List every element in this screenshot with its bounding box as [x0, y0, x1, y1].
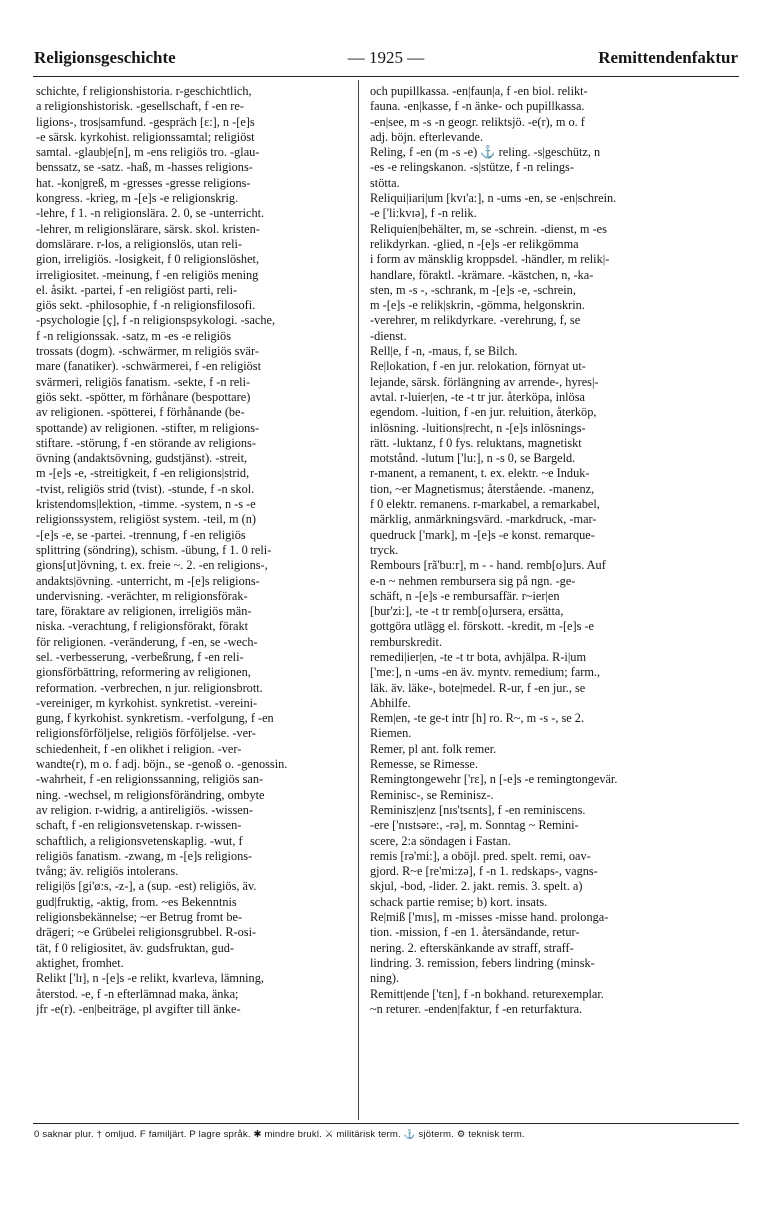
text-line: andakts|övning. -unterricht, m -[e]s religions-: [36, 573, 260, 588]
text-line: -es -e relingskanon. -s|stütze, f -n relings-: [370, 160, 574, 175]
text-line: Rembours [rã'bu:r], m - - hand. remb[o]urs. Auf: [370, 558, 606, 573]
text-line: -lehrer, m religionslärare, särsk. skol. kristen-: [36, 221, 260, 236]
text-line: Relikt ['lɪ], n -[e]s -e relikt, kvarleva, lämning,: [36, 971, 264, 986]
text-line: f 0 elektr. remanens. r-markabel, a remarkabel,: [370, 497, 600, 512]
text-line: -dienst.: [370, 328, 407, 343]
text-line: drägeri; ~e Grübelei religionsgrubbel. R-osi-: [36, 925, 257, 940]
text-line: återstod. -e, f -n efterlämnad maka, änka;: [36, 986, 239, 1001]
text-line: tion, ~er Magnetismus; återstående. -manenz,: [370, 481, 595, 496]
text-line: tät, f 0 religiositet, äv. gudsfruktan, gud-: [36, 940, 234, 955]
text-line: övning (andaktsövning, gudstjänst). -streit,: [36, 451, 248, 466]
text-line: domslärare. r-los, a religionslös, utan reli-: [36, 236, 243, 251]
footer-rule: [33, 1123, 739, 1124]
text-line: Reliquien|behälter, m, se -schrein. -dienst, m -es: [370, 221, 607, 236]
text-line: ['me:], n -ums -en äv. myntv. remedium; farm.,: [370, 665, 601, 680]
text-line: religionsförföljelse, religiös förföljelse. -ver-: [36, 726, 256, 741]
text-line: remedi|ier|en, -te -t tr bota, avhjälpa. R-i|um: [370, 649, 587, 664]
text-line: lindring. 3. remission, febers lindring (minsk-: [370, 955, 595, 970]
text-line: -psychologie [ç], f -n religionspsykologi. -sache,: [36, 313, 276, 328]
left-column: [36, 84, 356, 1119]
text-line: rätt. -luktanz, f 0 fys. reluktans, magnetiskt: [370, 435, 582, 450]
text-line: irreligiositet. -meinung, f -en religiös mening: [36, 267, 259, 282]
text-line: tare, föraktare av religionen, irreligiös män-: [36, 604, 252, 619]
page-header: [34, 48, 738, 74]
text-line: egendom. -luition, f -en jur. reluition, återköp,: [370, 405, 597, 420]
text-line: samtal. -glaub|e[n], m -ens religiös tro. -glau-: [36, 145, 260, 160]
text-line: kristendoms|lektion, -timme. -system, n -s -e: [36, 497, 256, 512]
right-column: [370, 84, 690, 1119]
text-line: -vereiniger, m kyrkohist. synkretist. -vereini-: [36, 695, 258, 710]
text-line: sel. -verbesserung, -verbeßrung, f -en reli-: [36, 649, 244, 664]
text-line: stiftare. -störung, f -en störande av religions-: [36, 435, 256, 450]
text-line: niska. -verachtung, f religionsförakt, förakt: [36, 619, 249, 634]
text-line: gud|fruktig, -aktig, from. ~es Bekenntnis: [36, 894, 237, 909]
text-line: giös sekt. -spötter, m förhånare (bespottare): [36, 389, 251, 404]
text-line: r-manent, a remanent, t. ex. elektr. ~e Induk-: [370, 466, 590, 481]
header-rule: [33, 76, 739, 77]
text-line: giös sekt. -philosophie, f -n religionsfilosofi.: [36, 298, 256, 313]
text-line: wandte(r), m o. f adj. böjn., se -genoß o. -genossin.: [36, 757, 288, 772]
text-line: el. åsikt. -partei, f -en religiöst parti, reli-: [36, 282, 238, 297]
text-line: m -[e]s -e relik|skrin, -gömma, helgonskrin.: [370, 298, 585, 313]
header-left-catchword: Religionsgeschichte: [34, 48, 176, 67]
text-line: benssatz, se -satz. -haß, m -hasses religions-: [36, 160, 253, 175]
text-line: splittring (söndring), schism. -übung, f 1. 0 reli-: [36, 542, 272, 557]
text-line: ning. -wechsel, m religionsförändring, ombyte: [36, 787, 265, 802]
text-line: remburskredit.: [370, 634, 443, 649]
text-line: -en|see, m -s -n geogr. reliktsjö. -e(r), m o. f: [370, 114, 585, 129]
text-line: Remesse, se Rimesse.: [370, 757, 478, 772]
text-line: trossats (dogm). -schwärmer, m religiös svär-: [36, 344, 259, 359]
text-line: gottgöra utlägg el. förskott. -kredit, m -[e]s -e: [370, 619, 595, 634]
text-line: m -[e]s -e, -streitigkeit, f -en religions|strid,: [36, 466, 250, 481]
text-line: Riemen.: [370, 726, 412, 741]
text-line: schaft, f -en religionsvetenskap. r-wissen-: [36, 818, 242, 833]
text-line: hat. -kon|greß, m -gresses -gresse religions-: [36, 175, 251, 190]
text-line: inlösning. -luitions|recht, n -[e]s inlösnings-: [370, 420, 586, 435]
text-line: schiedenheit, f -en olikhet i religion. -ver-: [36, 741, 242, 756]
text-line: tryck.: [370, 542, 399, 557]
text-line: a religionshistorisk. -gesellschaft, f -en re-: [36, 99, 244, 114]
page-number: — 1925 —: [347, 48, 425, 67]
text-line: skjul, -bod, -lider. 2. jakt. remis. 3. spelt. a): [370, 879, 583, 894]
text-line: Remingtongewehr ['rɛ], n [-e]s -e remingtongevär.: [370, 772, 618, 787]
text-line: Reminisz|enz [nɪs'tsɛnts], f -en reminiscens.: [370, 802, 586, 817]
text-line: Re|lokation, f -en jur. relokation, förnyat ut-: [370, 359, 586, 374]
text-line: tion. -mission, f -en 1. återsändande, retur-: [370, 925, 580, 940]
text-line: relikdyrkan. -glied, n -[e]s -er relikgömma: [370, 236, 579, 251]
footer-legend: 0 saknar plur. † omljud. F familjärt. P lagre språk. ✱ mindre brukl. ⚔ militärisk term. ⚓ sjöterm. ⚙ teknisk term.: [34, 1129, 525, 1140]
text-line: Rem|en, -te ge-t intr [h] ro. R~, m -s -, se 2.: [370, 711, 585, 726]
text-line: religionssystem, religiöst system. -teil, m (n): [36, 512, 256, 527]
text-line: avtal. r-luier|en, -te -t tr jur. återköpa, inlösa: [370, 389, 585, 404]
text-line: -wahrheit, f -en religionssanning, religiös san-: [36, 772, 264, 787]
text-line: aktighet, fromhet.: [36, 955, 124, 970]
text-line: gjord. R~e [re'mi:zə], f -n 1. redskaps-, vagns-: [370, 864, 598, 879]
text-line: [bur'zi:], -te -t tr remb[o]ursera, ersätta,: [370, 604, 564, 619]
text-line: -e särsk. kyrkohist. religionssamtal; religiöst: [36, 129, 255, 144]
text-line: reformation. -verbrechen, n jur. religionsbrott.: [36, 680, 263, 695]
text-line: för religionen. -veränderung, f -en, se -wech-: [36, 634, 258, 649]
text-line: tvång; äv. religiös intolerans.: [36, 864, 179, 879]
header-right-catchword: Remittendenfaktur: [598, 48, 738, 67]
text-line: gion, irreligiös. -losigkeit, f 0 religionslöshet,: [36, 252, 260, 267]
text-line: läk. äv. läke-, bote|medel. R-ur, f -en jur., se: [370, 680, 586, 695]
text-line: -verehrer, m relikdyrkare. -verehrung, f, se: [370, 313, 581, 328]
text-line: religionsbekännelse; ~er Betrug fromt be-: [36, 910, 243, 925]
text-line: svärmeri, religiös fanatism. -sekte, f -n reli-: [36, 374, 251, 389]
text-line: gung, f kyrkohist. synkretism. -verfolgung, f -en: [36, 711, 274, 726]
text-line: kongress. -krieg, m -[e]s -e religionskrig.: [36, 191, 239, 206]
text-line: ~n returer. -enden|faktur, f -en returfaktura.: [370, 1001, 583, 1016]
column-divider: [358, 80, 359, 1120]
text-line: undervisning. -verächter, m religionsförak-: [36, 588, 248, 603]
text-line: religiös fanatism. -zwang, m -[e]s religions-: [36, 848, 253, 863]
text-line: av religion. r-widrig, a antireligiös. -wissen-: [36, 802, 253, 817]
text-line: -lehre, f 1. -n religionslära. 2. 0, se -unterricht.: [36, 206, 265, 221]
text-line: ligions-, tros|samfund. -gespräch [ɛ:], n -[e]s: [36, 114, 255, 129]
text-line: -tvist, religiös strid (tvist). -stunde, f -n skol.: [36, 481, 255, 496]
text-line: Reminisc-, se Reminisz-.: [370, 787, 494, 802]
text-line: -e ['li:kvɪə], f -n relik.: [370, 206, 477, 221]
text-line: sten, m -s -, -schrank, m -[e]s -e, -schrein,: [370, 282, 576, 297]
text-line: adj. böjn. efterlevande.: [370, 129, 484, 144]
text-line: mare (fanatiker). -schwärmerei, f -en religiöst: [36, 359, 261, 374]
text-line: Rell|e, f -n, -maus, f, se Bilch.: [370, 344, 518, 359]
text-line: scere, 2:a söndagen i Fastan.: [370, 833, 511, 848]
text-line: märklig, anmärkningsvärd. -markdruck, -mar-: [370, 512, 597, 527]
text-line: e-n ~ nehmen rembursera sig på ngn. -ge-: [370, 573, 576, 588]
text-line: Remer, pl ant. folk remer.: [370, 741, 497, 756]
text-line: spottande) av religionen. -stifter, m religions-: [36, 420, 260, 435]
text-line: gions[ut]övning, t. ex. freie ~. 2. -en religions-,: [36, 558, 268, 573]
text-line: schichte, f religionshistoria. r-geschichtlich,: [36, 84, 252, 98]
text-line: religi|ös [gi'ø:s, -z-], a (sup. -est) religiös, äv.: [36, 879, 257, 894]
text-line: f -n religionssak. -satz, m -es -e religiös: [36, 328, 231, 343]
text-line: nering. 2. efterskänkande av straff, straff-: [370, 940, 574, 955]
text-line: remis [rə'mi:], a oböjl. pred. spelt. remi, oav-: [370, 848, 591, 863]
text-line: schack partie remise; b) kort. insats.: [370, 894, 548, 909]
text-line: Remitt|ende ['tɛn], f -n bokhand. returexemplar.: [370, 986, 604, 1001]
text-line: fauna. -en|kasse, f -n änke- och pupillkassa.: [370, 99, 585, 114]
text-line: Re|miß ['mɪs], m -misses -misse hand. prolonga-: [370, 910, 609, 925]
text-line: av religionen. -spötterei, f förhånande (be-: [36, 405, 245, 420]
text-line: -ere ['nɪstsəre:, -rə], m. Sonntag ~ Remini-: [370, 818, 579, 833]
text-line: schäft, n -[e]s -e rembursaffär. r~ier|en: [370, 588, 560, 603]
text-line: schaftlich, a religionsvetenskaplig. -wut, f: [36, 833, 243, 848]
text-line: lejande, särsk. förlängning av arrende-, hyres|-: [370, 374, 599, 389]
text-line: gionsförbättring, reformering av religionen,: [36, 665, 251, 680]
text-line: Reling, f -en (m -s -e) ⚓ reling. -s|geschütz, n: [370, 145, 601, 160]
text-line: -[e]s -e, se -partei. -trennung, f -en religiös: [36, 527, 246, 542]
text-line: motstånd. -lutum ['lu:], n -s 0, se Bargeld.: [370, 451, 576, 466]
text-line: handlare, föraktl. -krämare. -kästchen, n, -ka-: [370, 267, 594, 282]
text-line: quedruck ['mark], m -[e]s -e konst. remarque-: [370, 527, 595, 542]
text-line: och pupillkassa. -en|faun|a, f -en biol. relikt-: [370, 84, 588, 98]
text-line: Abhilfe.: [370, 695, 411, 710]
text-line: ning).: [370, 971, 400, 986]
text-line: jfr -e(r). -en|beiträge, pl avgifter till änke-: [36, 1001, 241, 1016]
text-line: Reliqui|iari|um [kvɪ'a:], n -ums -en, se -en|schrein.: [370, 191, 617, 206]
text-line: stötta.: [370, 175, 400, 190]
text-line: i form av mänsklig kroppsdel. -händler, m relik|-: [370, 252, 610, 267]
